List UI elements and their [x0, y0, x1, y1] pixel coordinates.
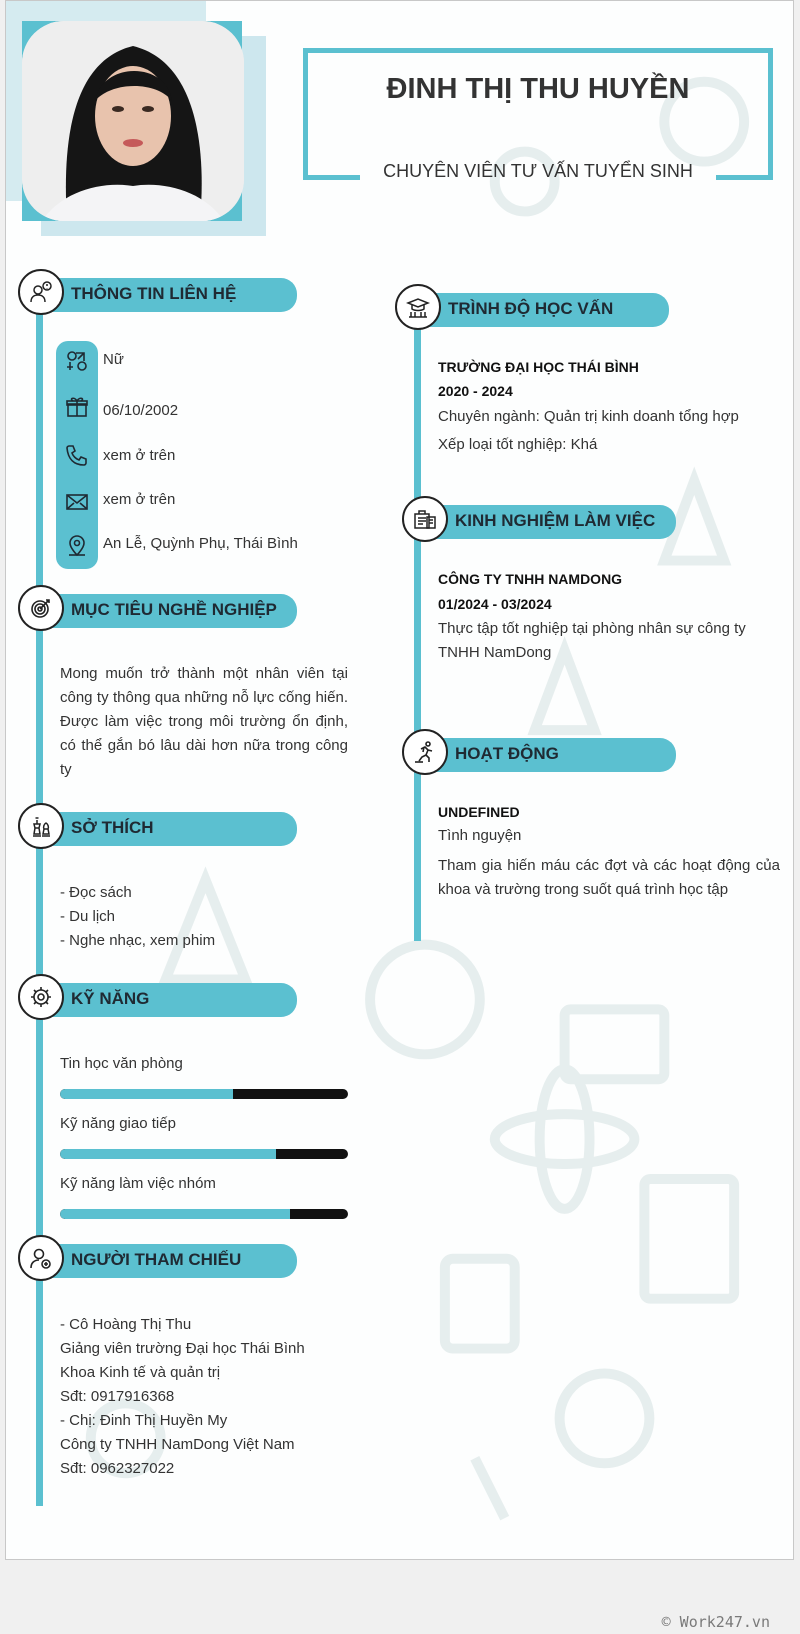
reference-line: Sđt: 0917916368: [60, 1388, 175, 1405]
gear-icon: [29, 985, 53, 1009]
target-icon: [29, 596, 53, 620]
experience-description: Thực tập tốt nghiệp tại phòng nhân sự công ty TNHH NamDong: [438, 620, 746, 661]
hobby-item: - Đọc sách: [60, 884, 132, 901]
phone-icon: [64, 443, 90, 469]
skill-bar-fill: [60, 1089, 233, 1099]
skill-bar-fill: [60, 1209, 290, 1219]
school-name: TRƯỜNG ĐẠI HỌC THÁI BÌNH: [438, 359, 639, 375]
reference-line: - Chị: Đinh Thị Huyền My: [60, 1412, 228, 1429]
hobbies-list: [60, 881, 215, 953]
birthday-value: 06/10/2002: [103, 402, 179, 419]
gift-icon: [64, 394, 90, 420]
company-name: CÔNG TY TNHH NAMDONG: [438, 571, 623, 587]
runner-icon: [413, 740, 437, 764]
email-icon: [64, 489, 90, 515]
left-timeline: [36, 306, 43, 1506]
reference-line: - Cô Hoàng Thị Thu: [60, 1316, 192, 1333]
hobby-item: - Du lịch: [60, 908, 116, 925]
briefcase-icon: [413, 507, 437, 531]
skill-bar: [60, 1089, 348, 1099]
activity-role: Tình nguyện: [438, 827, 522, 844]
gender-icon: [64, 348, 90, 374]
cv-page: [5, 0, 794, 1560]
address-value: An Lễ, Quỳnh Phụ, Thái Bình: [103, 535, 298, 552]
education-grade: Xếp loại tốt nghiệp: Khá: [438, 436, 598, 453]
skill-bar: [60, 1209, 348, 1219]
reference-line: Khoa Kinh tế và quản trị: [60, 1364, 221, 1381]
name-frame: [303, 48, 773, 179]
contact-info-icon: [29, 280, 53, 304]
activities-heading-text: HOẠT ĐỘNG: [455, 744, 559, 763]
reference-line: Công ty TNHH NamDong Việt Nam: [60, 1436, 295, 1453]
hobbies-heading-text: SỞ THÍCH: [71, 818, 154, 837]
activity-description: Tham gia hiến máu các đợt và các hoạt động của khoa và trường trong suốt quá trình học tập: [438, 857, 780, 898]
education-major: Chuyên ngành: Quản trị kinh doanh tổng hợp: [438, 408, 739, 425]
hobby-item: - Nghe nhạc, xem phim: [60, 932, 216, 949]
skill-name: Tin học văn phòng: [60, 1055, 183, 1072]
skills-heading-text: KỸ NĂNG: [71, 989, 150, 1008]
education-heading-text: TRÌNH ĐỘ HỌC VẤN: [448, 299, 614, 318]
phone-value: xem ở trên: [103, 447, 176, 464]
email-value: xem ở trên: [103, 491, 176, 508]
graduation-icon: [406, 295, 430, 319]
skill-bar-fill: [60, 1149, 276, 1159]
gender-value: Nữ: [103, 351, 124, 368]
skill-bar: [60, 1149, 348, 1159]
experience-period: 01/2024 - 03/2024: [438, 596, 552, 612]
chess-icon: [29, 814, 53, 838]
references-list: [60, 1313, 305, 1481]
job-title: CHUYÊN VIÊN TƯ VẤN TUYỂN SINH: [383, 161, 693, 181]
objective-text: Mong muốn trở thành một nhân viên tại công ty thông qua những nỗ lực cống hiến. Được làm việc trong môi trường ổn định, có thể gắn bó lâu dài hơn nữa trong công ty: [60, 665, 348, 778]
user-add-icon: [29, 1246, 53, 1270]
reference-line: Giảng viên trường Đại học Thái Bình: [60, 1340, 305, 1357]
watermark-footer: © Work247.vn: [661, 1613, 770, 1631]
profile-photo: [22, 21, 244, 221]
skill-name: Kỹ năng giao tiếp: [60, 1115, 176, 1132]
experience-heading-text: KINH NGHIỆM LÀM VIỆC: [455, 511, 656, 530]
reference-line: Sđt: 0962327022: [60, 1460, 175, 1477]
skill-name: Kỹ năng làm việc nhóm: [60, 1175, 216, 1192]
right-timeline: [414, 321, 421, 941]
references-heading-text: NGƯỜI THAM CHIẾU: [71, 1250, 242, 1269]
contact-heading-text: THÔNG TIN LIÊN HỆ: [71, 284, 237, 303]
education-years: 2020 - 2024: [438, 383, 513, 399]
location-icon: [64, 533, 90, 559]
candidate-name: ĐINH THỊ THU HUYỀN: [386, 73, 690, 105]
objective-heading-text: MỤC TIÊU NGHỀ NGHIỆP: [71, 600, 277, 619]
activity-organization: UNDEFINED: [438, 804, 520, 820]
